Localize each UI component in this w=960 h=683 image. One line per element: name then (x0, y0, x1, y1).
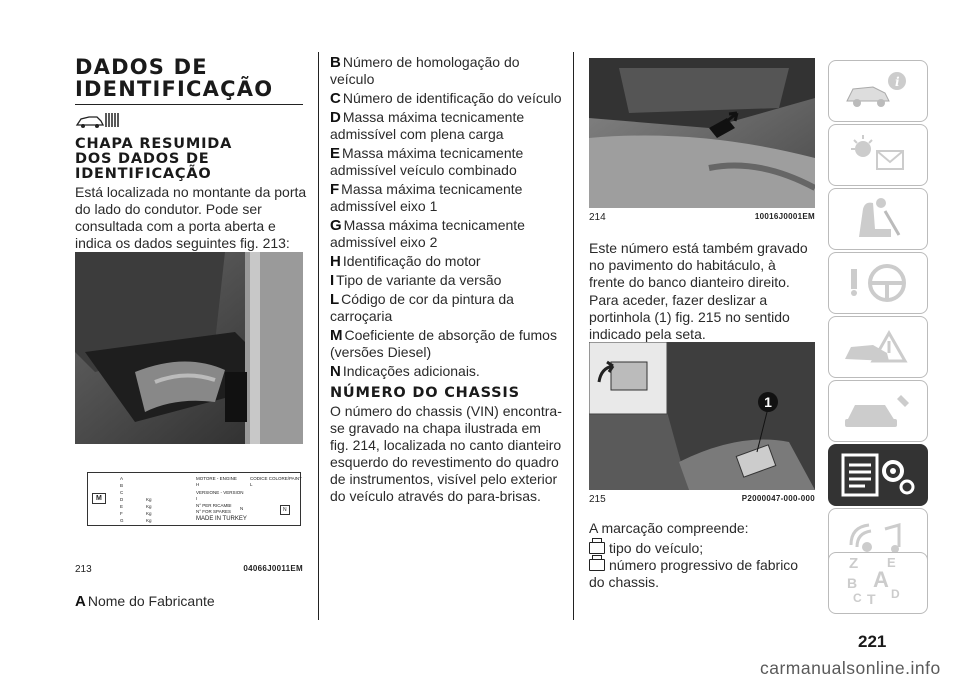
figure-214-photo (589, 58, 815, 208)
plate-n-spares: N° FOR SPARES (196, 509, 231, 514)
section-body-chapa: Está localizada no montante da porta do lado do condutor. Pode ser consultada com a porta aberta e indica os dados seguintes fig. 213: (75, 184, 307, 251)
marking-bullet-2-text: número progressivo de fabrico do chassis. (589, 557, 799, 590)
figure-214-number: 214 (589, 212, 606, 223)
plate-motor-engine: MOTORE - ENGINE (196, 476, 237, 481)
item-d-text: Massa máxima tecnicamente admissível com plena carga (330, 109, 525, 142)
plate-h: H (196, 482, 200, 487)
item-l-key: L (330, 291, 340, 308)
item-l-text: Código de cor da pintura da carroçaria (330, 291, 514, 324)
item-f (330, 181, 562, 215)
plate-letter-c: C (120, 490, 124, 495)
tab-dashboard[interactable] (828, 124, 928, 186)
plate-unit-f: Kg (146, 511, 152, 516)
figure-213-vin-plate (87, 472, 301, 526)
item-c-text: Número de identificação do veículo (342, 90, 562, 106)
marking-bullets (589, 540, 815, 591)
column-rule-1 (318, 52, 319, 620)
item-b-key: B (330, 54, 341, 71)
item-h-key: H (330, 253, 341, 270)
figure-213-caption (75, 564, 303, 575)
identification-items-list (330, 54, 562, 380)
roadside-emergency-icon (829, 317, 927, 377)
plate-letter-d: D (120, 497, 124, 502)
marking-bullet-1-text: tipo do veículo; (609, 540, 704, 556)
tab-emergency[interactable] (828, 316, 928, 378)
item-n-key: N (330, 363, 341, 380)
figure-213-number: 213 (75, 564, 92, 575)
section-heading-chassis: NÚMERO DO CHASSIS (330, 385, 520, 401)
section-body-chassis: O número do chassis (VIN) encontra-se gravado na chapa ilustrada em fig. 214, localizada no canto dianteiro esquerdo do revestimento do quadro de instrumentos, visível pelo exterior do veículo através do para-brisas. (330, 403, 562, 504)
item-a (75, 593, 307, 610)
index-icon (829, 553, 927, 613)
column-2 (330, 54, 562, 505)
item-h (330, 253, 562, 270)
title-rule (75, 104, 303, 105)
figure-213-photo (75, 252, 303, 444)
technical-data-icon (829, 445, 927, 505)
item-m-key: M (330, 327, 343, 344)
index-letter-t: T (867, 591, 876, 607)
dashboard-lights-icon (829, 125, 927, 185)
item-l (330, 291, 562, 325)
plate-unit-d: Kg (146, 497, 152, 502)
svg-text:i: i (895, 75, 900, 89)
plate-box-m: M (92, 493, 106, 504)
plate-n: N (240, 506, 244, 511)
item-g-text: Massa máxima tecnicamente admissível eixo 2 (330, 217, 525, 250)
page-title: DADOS DE IDENTIFICAÇÃO (75, 55, 274, 101)
item-i-text: Tipo de variante da versão (336, 272, 502, 288)
plate-box-n: N (280, 505, 290, 515)
figure-215-code: P2000047-000-000 (741, 494, 815, 503)
index-letter-a: A (873, 567, 889, 592)
plate-l: L (250, 482, 253, 487)
item-c (330, 90, 562, 107)
plate-letter-b: B (120, 483, 124, 488)
paragraph-slide-cover: Para aceder, fazer deslizar a portinhola (1) fig. 215 no sentido indicado pela seta. (589, 292, 790, 342)
item-m (330, 327, 562, 361)
plate-made-in: MADE IN TURKEY (196, 516, 247, 522)
marking-bullet-1 (589, 540, 815, 557)
tab-technical-data[interactable] (828, 444, 928, 506)
item-c-key: C (330, 90, 341, 107)
book-bullet-icon (589, 559, 605, 571)
column-rule-2 (573, 52, 574, 620)
plate-unit-e: Kg (146, 504, 152, 509)
item-b (330, 54, 562, 88)
item-g (330, 217, 562, 251)
steering-wheel-icon (829, 253, 927, 313)
tab-car-info[interactable] (828, 60, 928, 122)
marking-intro: A marcação compreende: (589, 520, 749, 536)
vehicle-label-icon (75, 111, 123, 129)
plate-letter-e: E (120, 504, 124, 509)
item-e-text: Massa máxima tecnicamente admissível veículo combinado (330, 145, 524, 178)
book-bullet-icon (589, 542, 605, 554)
item-d (330, 109, 562, 143)
plate-versione: VERSIONE - VERSION (196, 490, 244, 495)
tab-driving[interactable] (828, 252, 928, 314)
item-g-key: G (330, 217, 342, 234)
item-e-key: E (330, 145, 341, 162)
seat-safety-icon (829, 189, 927, 249)
item-n-text: Indicações adicionais. (342, 363, 480, 379)
item-f-text: Massa máxima tecnicamente admissível eixo 1 (330, 181, 523, 214)
item-e (330, 145, 562, 179)
callout-1: 1 (758, 392, 778, 412)
watermark: carmanualsonline.info (760, 658, 941, 678)
item-m-text: Coeficiente de absorção de fumos (versões Diesel) (330, 327, 557, 360)
plate-n-ricambi: N° PER RICAMBI (196, 503, 232, 508)
plate-codice-colore: CODICE COLORE/PAINT (250, 476, 302, 481)
tab-index[interactable] (828, 552, 928, 614)
index-letter-e: E (887, 555, 896, 570)
figure-215-number: 215 (589, 494, 606, 505)
plate-letter-a: A (120, 476, 124, 481)
figure-215-photo (589, 342, 815, 490)
page-number: 221 (858, 632, 887, 651)
car-info-icon (829, 61, 927, 121)
plate-letter-g: G (120, 518, 124, 523)
item-b-text: Número de homologação do veículo (330, 54, 520, 87)
section-heading-chapa: CHAPA RESUMIDA DOS DADOS DE IDENTIFICAÇÃO (75, 136, 233, 182)
column-1 (75, 55, 307, 610)
item-n (330, 363, 562, 380)
figure-214-caption (589, 212, 815, 223)
plate-unit-g: Kg (146, 518, 152, 523)
item-i-key: I (330, 272, 335, 289)
index-letter-b: B (847, 575, 858, 591)
plate-letter-f: F (120, 511, 123, 516)
item-d-key: D (330, 109, 341, 126)
tab-maintenance[interactable] (828, 380, 928, 442)
paragraph-passenger-floor: Este número está também gravado no pavimento do habitáculo, à frente do banco dianteiro direito. (589, 240, 808, 290)
tab-safety[interactable] (828, 188, 928, 250)
item-h-text: Identificação do motor (342, 253, 481, 269)
item-i (330, 272, 562, 289)
index-letter-c: C (853, 591, 862, 605)
marking-bullet-2 (589, 557, 815, 591)
figure-214-code: 10016J0001EM (754, 212, 815, 221)
index-letter-d: D (891, 587, 900, 601)
figure-215-caption (589, 494, 815, 505)
item-f-key: F (330, 181, 340, 198)
car-maintenance-icon (829, 381, 927, 441)
index-letter-z: Z (849, 555, 859, 572)
item-a-text: Nome do Fabricante (87, 593, 215, 609)
item-a-key: A (75, 593, 86, 610)
figure-213-code: 04066J0011EM (243, 564, 303, 573)
plate-i: I (196, 496, 198, 501)
